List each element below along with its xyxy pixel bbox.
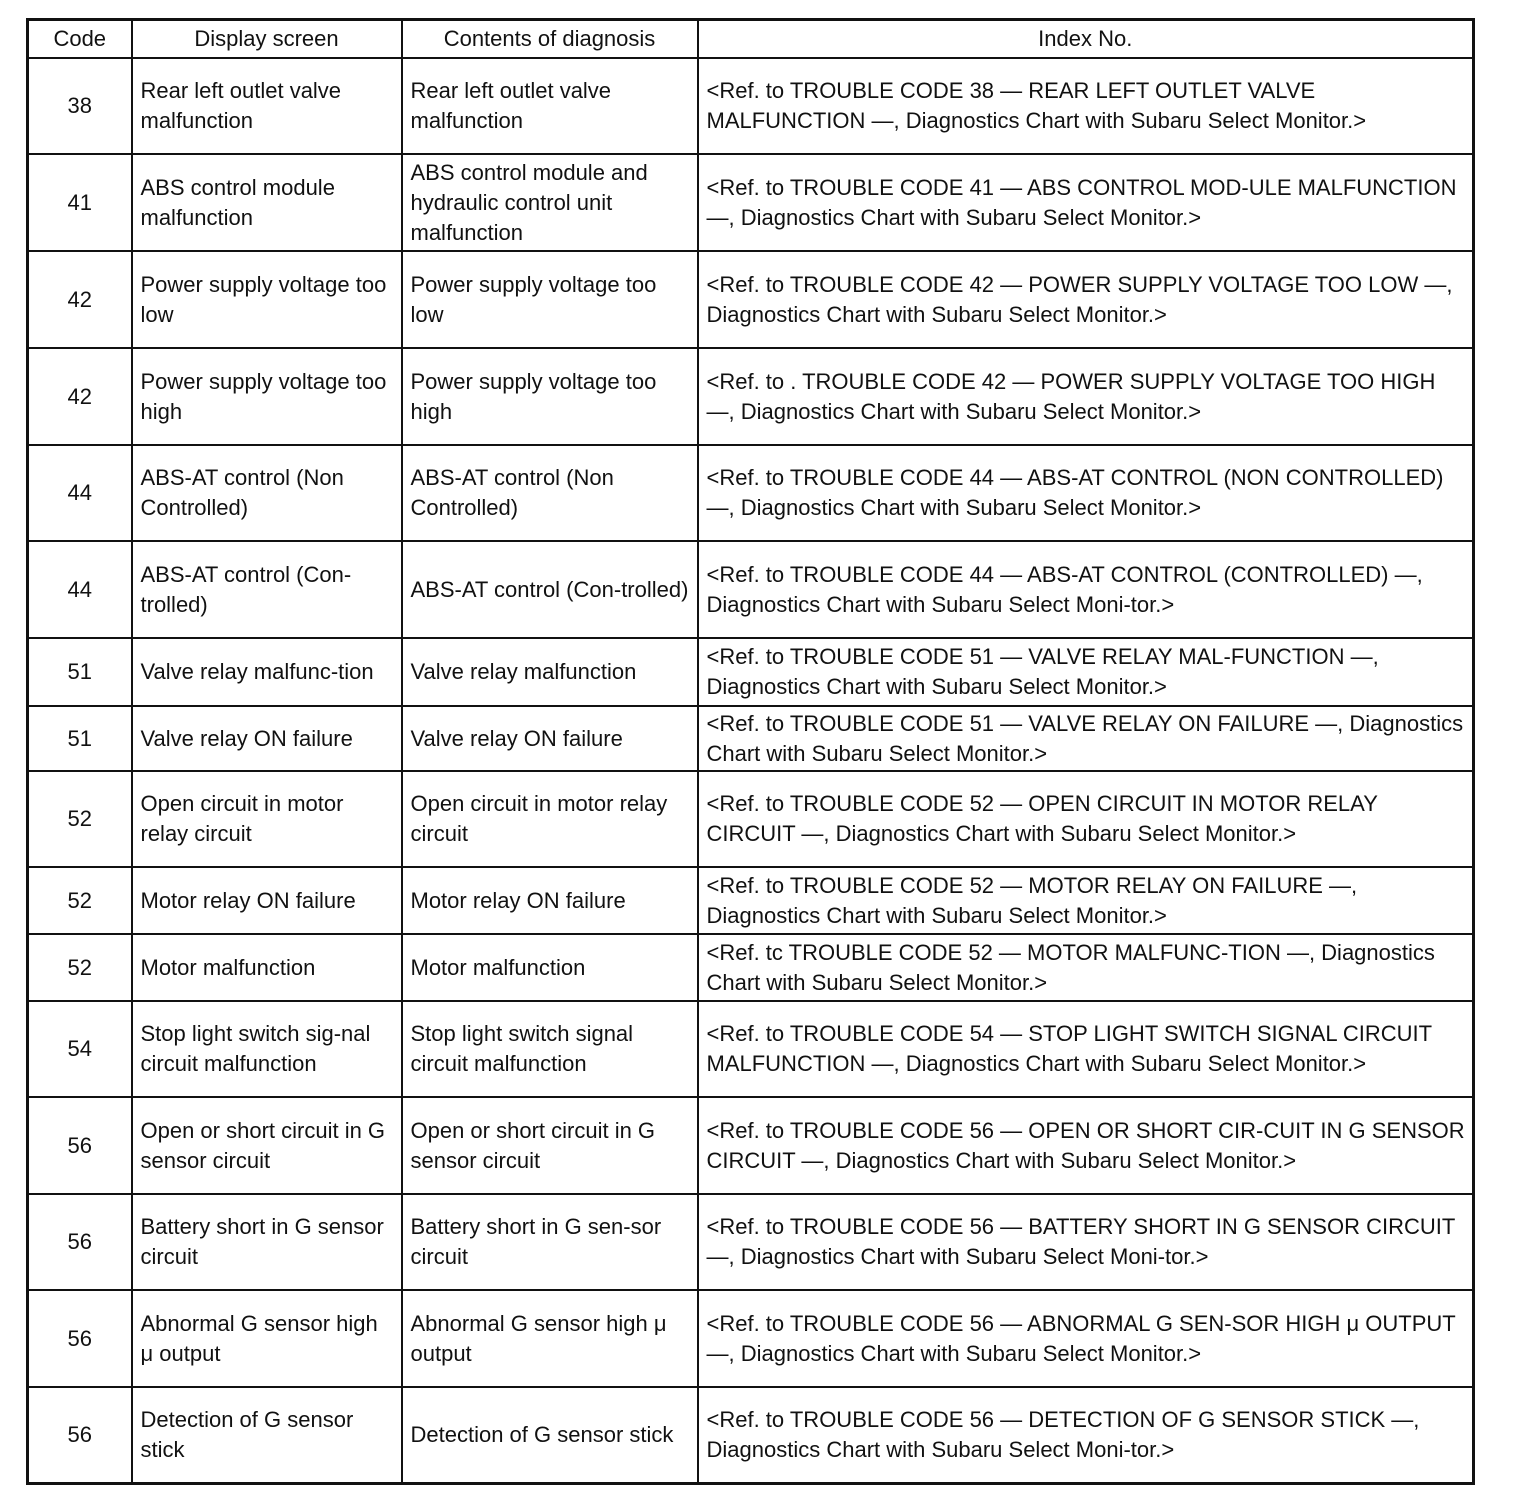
contents-cell: Battery short in G sen-sor circuit bbox=[402, 1194, 698, 1290]
table-row bbox=[28, 1387, 1474, 1483]
code-cell: 44 bbox=[28, 445, 132, 541]
index-ref-cell: <Ref. to TROUBLE CODE 56 — BATTERY SHORT IN G SENSOR CIRCUIT —, Diagnostics Chart with Subaru Select Moni-tor.> bbox=[698, 1194, 1474, 1290]
code-cell: 54 bbox=[28, 1001, 132, 1097]
diagnosis-code-table bbox=[26, 18, 1475, 1485]
display-screen-cell: Valve relay ON failure bbox=[132, 706, 402, 771]
table-row bbox=[28, 541, 1474, 638]
header-contents-of-diagnosis: Contents of diagnosis bbox=[402, 20, 698, 59]
contents-cell: Valve relay malfunction bbox=[402, 638, 698, 706]
display-screen-cell: Abnormal G sensor high μ output bbox=[132, 1290, 402, 1387]
table-row bbox=[28, 58, 1474, 154]
code-cell: 56 bbox=[28, 1387, 132, 1483]
contents-cell: Motor relay ON failure bbox=[402, 867, 698, 934]
display-screen-cell: Open circuit in motor relay circuit bbox=[132, 771, 402, 867]
contents-cell: Open or short circuit in G sensor circuit bbox=[402, 1097, 698, 1194]
index-ref-cell: <Ref. to TROUBLE CODE 41 — ABS CONTROL MOD-ULE MALFUNCTION —, Diagnostics Chart with Subaru Select Monitor.> bbox=[698, 154, 1474, 251]
index-ref-cell: <Ref. to TROUBLE CODE 56 — OPEN OR SHORT CIR-CUIT IN G SENSOR CIRCUIT —, Diagnostics Chart with Subaru Select Monitor.> bbox=[698, 1097, 1474, 1194]
code-cell: 52 bbox=[28, 867, 132, 934]
table-row bbox=[28, 1097, 1474, 1194]
display-screen-cell: ABS-AT control (Con-trolled) bbox=[132, 541, 402, 638]
index-ref-cell: <Ref. tc TROUBLE CODE 52 — MOTOR MALFUNC-TION —, Diagnostics Chart with Subaru Select Monitor.> bbox=[698, 934, 1474, 1001]
table-row bbox=[28, 1290, 1474, 1387]
table-row bbox=[28, 1194, 1474, 1290]
display-screen-cell: Motor malfunction bbox=[132, 934, 402, 1001]
index-ref-cell: <Ref. to TROUBLE CODE 42 — POWER SUPPLY VOLTAGE TOO LOW —, Diagnostics Chart with Subaru Select Monitor.> bbox=[698, 251, 1474, 348]
table-row bbox=[28, 1001, 1474, 1097]
index-ref-cell: <Ref. to TROUBLE CODE 38 — REAR LEFT OUTLET VALVE MALFUNCTION —, Diagnostics Chart with Subaru Select Monitor.> bbox=[698, 58, 1474, 154]
display-screen-cell: Stop light switch sig-nal circuit malfunction bbox=[132, 1001, 402, 1097]
table-row bbox=[28, 445, 1474, 541]
table-row bbox=[28, 154, 1474, 251]
display-screen-cell: Rear left outlet valve malfunction bbox=[132, 58, 402, 154]
code-cell: 44 bbox=[28, 541, 132, 638]
code-cell: 51 bbox=[28, 638, 132, 706]
code-cell: 38 bbox=[28, 58, 132, 154]
index-ref-cell: <Ref. to TROUBLE CODE 52 — OPEN CIRCUIT IN MOTOR RELAY CIRCUIT —, Diagnostics Chart with Subaru Select Monitor.> bbox=[698, 771, 1474, 867]
contents-cell: Detection of G sensor stick bbox=[402, 1387, 698, 1483]
code-cell: 42 bbox=[28, 348, 132, 445]
index-ref-cell: <Ref. to TROUBLE CODE 52 — MOTOR RELAY ON FAILURE —, Diagnostics Chart with Subaru Select Monitor.> bbox=[698, 867, 1474, 934]
table-row bbox=[28, 348, 1474, 445]
code-cell: 52 bbox=[28, 934, 132, 1001]
contents-cell: ABS control module and hydraulic control unit malfunction bbox=[402, 154, 698, 251]
code-cell: 51 bbox=[28, 706, 132, 771]
contents-cell: ABS-AT control (Con-trolled) bbox=[402, 541, 698, 638]
table-row bbox=[28, 867, 1474, 934]
display-screen-cell: Detection of G sensor stick bbox=[132, 1387, 402, 1483]
contents-cell: Open circuit in motor relay circuit bbox=[402, 771, 698, 867]
display-screen-cell: Power supply voltage too high bbox=[132, 348, 402, 445]
header-display-screen: Display screen bbox=[132, 20, 402, 59]
table-row bbox=[28, 771, 1474, 867]
contents-cell: Power supply voltage too low bbox=[402, 251, 698, 348]
index-ref-cell: <Ref. to TROUBLE CODE 56 — DETECTION OF G SENSOR STICK —, Diagnostics Chart with Subaru Select Moni-tor.> bbox=[698, 1387, 1474, 1483]
index-ref-cell: <Ref. to TROUBLE CODE 44 — ABS-AT CONTROL (CONTROLLED) —, Diagnostics Chart with Subaru Select Moni-tor.> bbox=[698, 541, 1474, 638]
contents-cell: ABS-AT control (Non Controlled) bbox=[402, 445, 698, 541]
display-screen-cell: Valve relay malfunc-tion bbox=[132, 638, 402, 706]
display-screen-cell: Motor relay ON failure bbox=[132, 867, 402, 934]
display-screen-cell: Power supply voltage too low bbox=[132, 251, 402, 348]
contents-cell: Rear left outlet valve malfunction bbox=[402, 58, 698, 154]
header-code: Code bbox=[28, 20, 132, 59]
index-ref-cell: <Ref. to . TROUBLE CODE 42 — POWER SUPPLY VOLTAGE TOO HIGH —, Diagnostics Chart with Subaru Select Monitor.> bbox=[698, 348, 1474, 445]
table-row bbox=[28, 638, 1474, 706]
contents-cell: Abnormal G sensor high μ output bbox=[402, 1290, 698, 1387]
header-index-no: Index No. bbox=[698, 20, 1474, 59]
display-screen-cell: ABS-AT control (Non Controlled) bbox=[132, 445, 402, 541]
code-cell: 56 bbox=[28, 1097, 132, 1194]
code-cell: 56 bbox=[28, 1194, 132, 1290]
display-screen-cell: ABS control module malfunction bbox=[132, 154, 402, 251]
index-ref-cell: <Ref. to TROUBLE CODE 56 — ABNORMAL G SEN-SOR HIGH μ OUTPUT —, Diagnostics Chart with Subaru Select Monitor.> bbox=[698, 1290, 1474, 1387]
index-ref-cell: <Ref. to TROUBLE CODE 51 — VALVE RELAY MAL-FUNCTION —, Diagnostics Chart with Subaru Select Monitor.> bbox=[698, 638, 1474, 706]
code-cell: 52 bbox=[28, 771, 132, 867]
code-cell: 41 bbox=[28, 154, 132, 251]
table-body bbox=[28, 58, 1474, 1483]
index-ref-cell: <Ref. to TROUBLE CODE 54 — STOP LIGHT SWITCH SIGNAL CIRCUIT MALFUNCTION —, Diagnostics Chart with Subaru Select Monitor.> bbox=[698, 1001, 1474, 1097]
code-cell: 42 bbox=[28, 251, 132, 348]
code-cell: 56 bbox=[28, 1290, 132, 1387]
contents-cell: Stop light switch signal circuit malfunction bbox=[402, 1001, 698, 1097]
display-screen-cell: Open or short circuit in G sensor circuit bbox=[132, 1097, 402, 1194]
table-header-row bbox=[28, 20, 1474, 59]
index-ref-cell: <Ref. to TROUBLE CODE 51 — VALVE RELAY ON FAILURE —, Diagnostics Chart with Subaru Select Monitor.> bbox=[698, 706, 1474, 771]
display-screen-cell: Battery short in G sensor circuit bbox=[132, 1194, 402, 1290]
contents-cell: Motor malfunction bbox=[402, 934, 698, 1001]
contents-cell: Power supply voltage too high bbox=[402, 348, 698, 445]
index-ref-cell: <Ref. to TROUBLE CODE 44 — ABS-AT CONTROL (NON CONTROLLED) —, Diagnostics Chart with Subaru Select Monitor.> bbox=[698, 445, 1474, 541]
contents-cell: Valve relay ON failure bbox=[402, 706, 698, 771]
table-row bbox=[28, 934, 1474, 1001]
table-row bbox=[28, 251, 1474, 348]
table-row bbox=[28, 706, 1474, 771]
